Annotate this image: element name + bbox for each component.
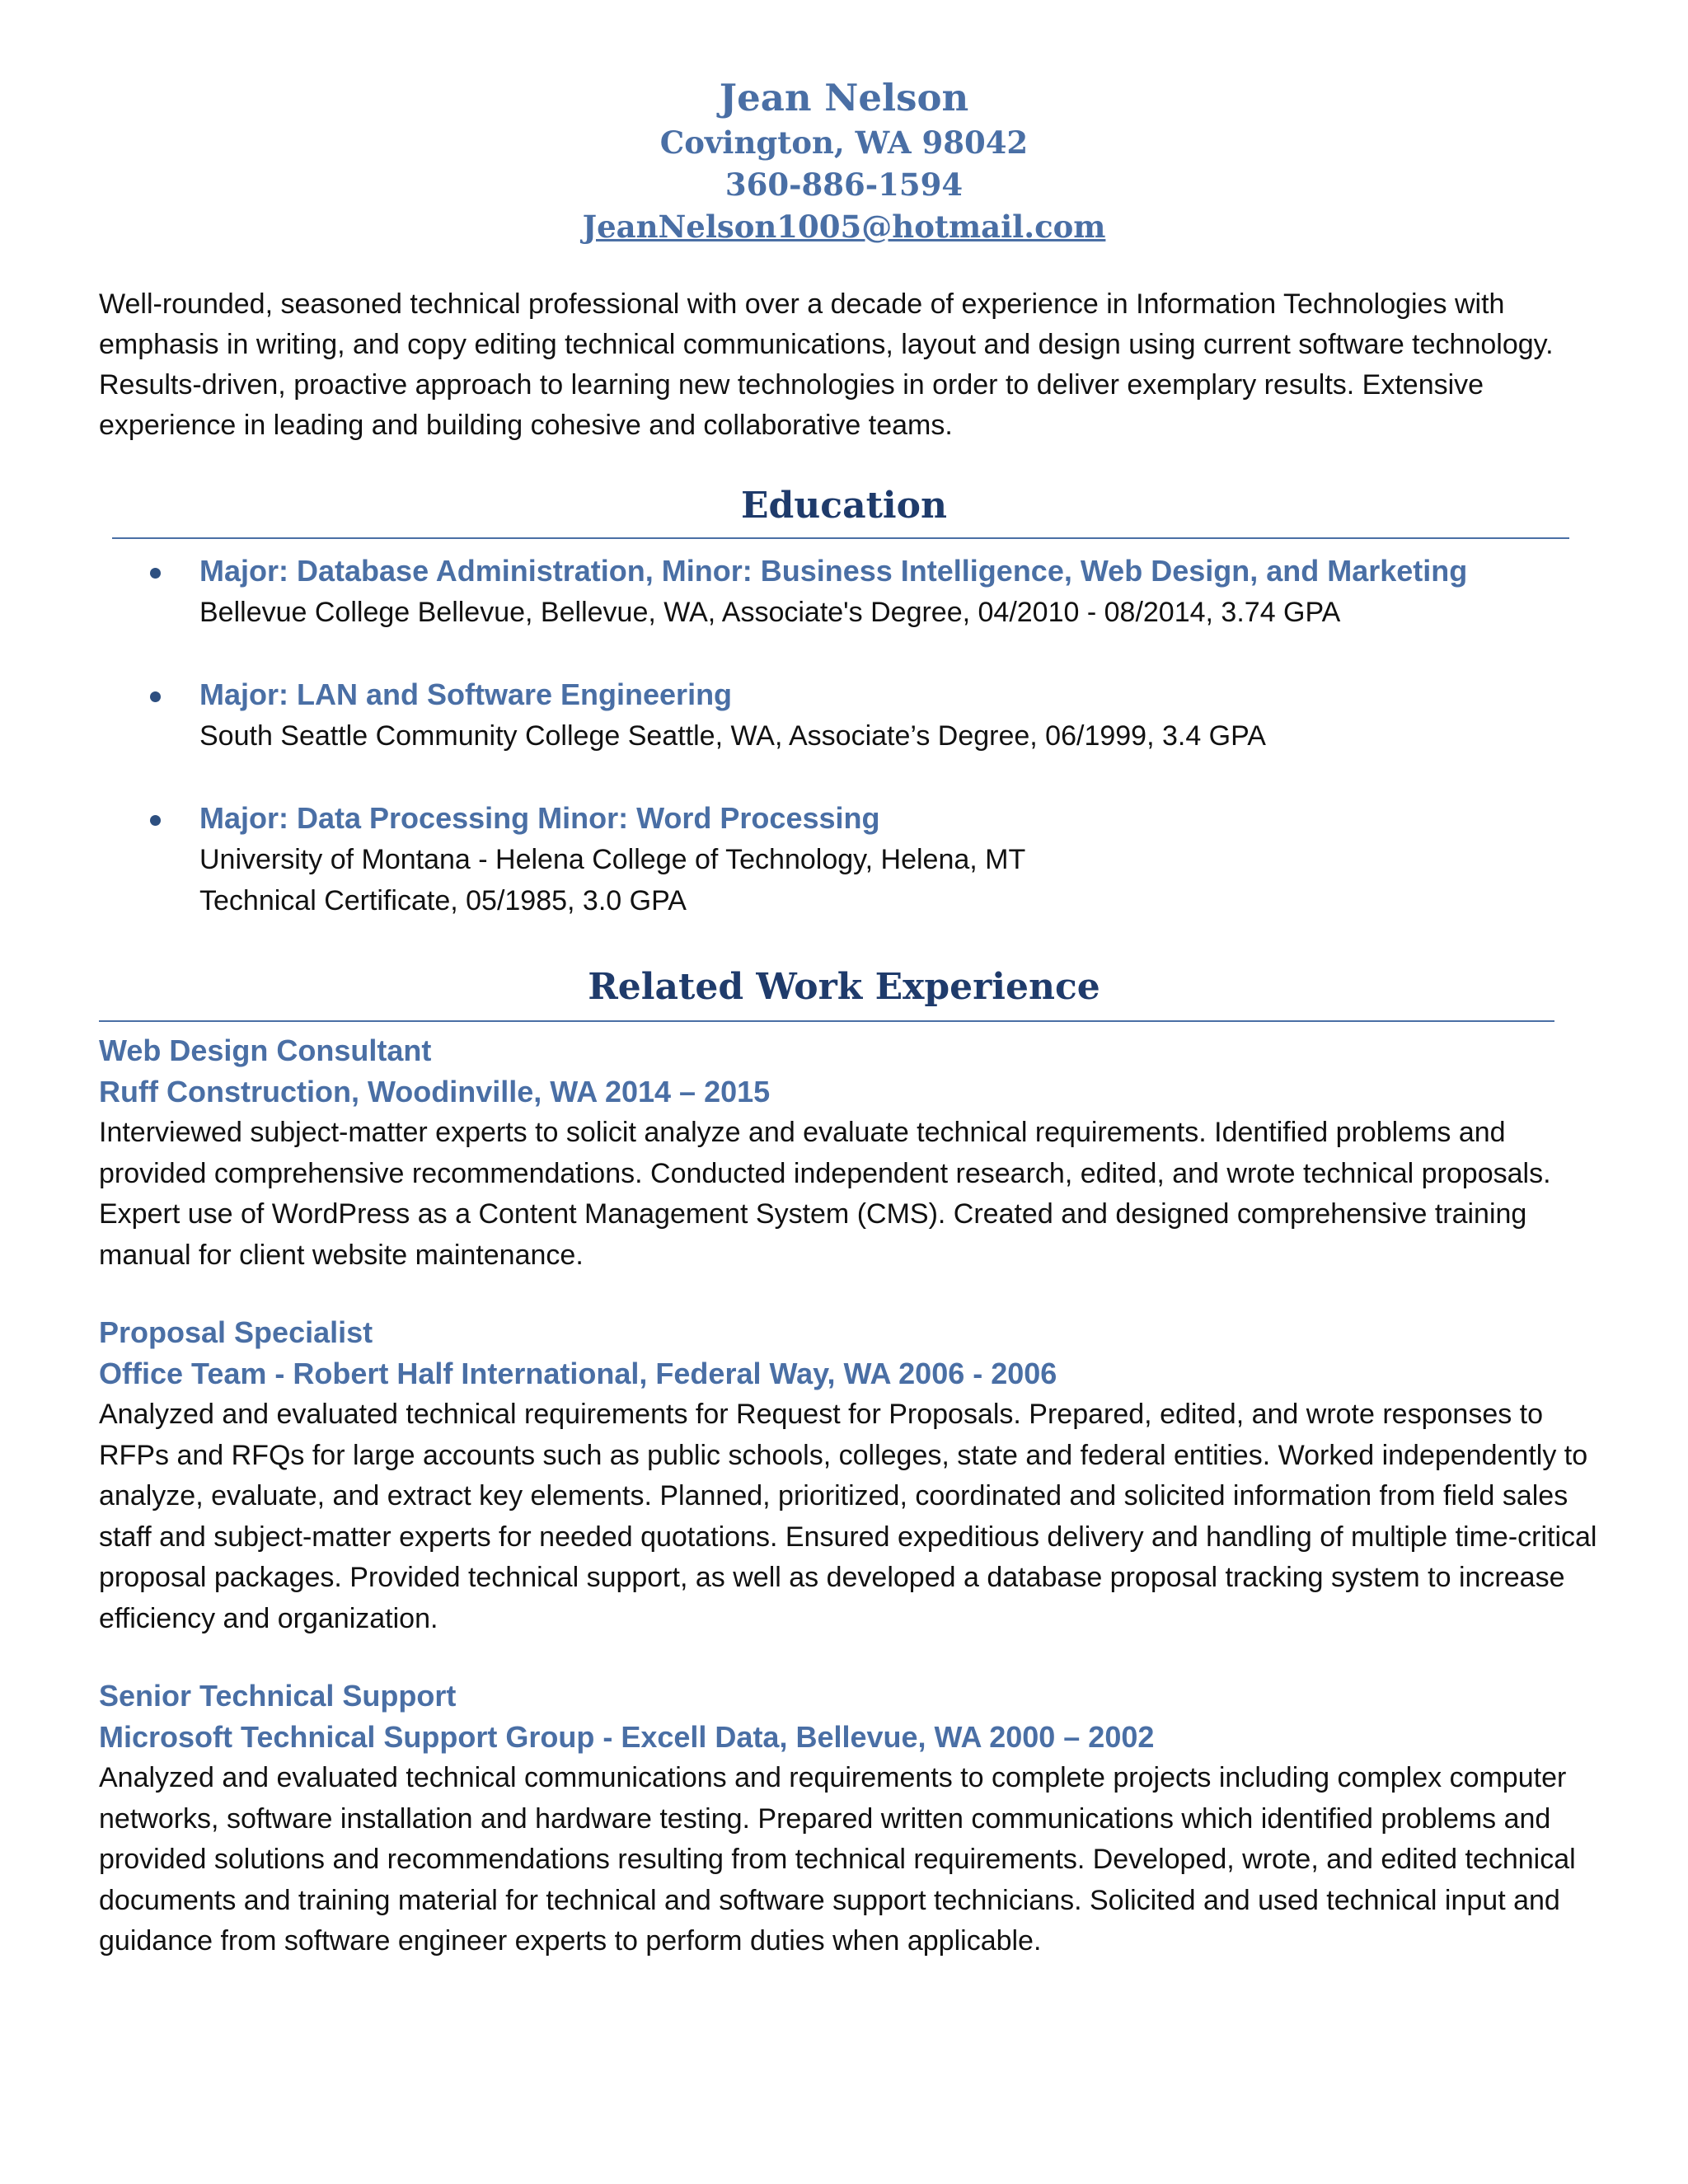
candidate-email-link[interactable]: JeanNelson1005@hotmail.com xyxy=(582,209,1106,245)
education-heading: Education xyxy=(741,485,947,527)
job-title: Proposal Specialist xyxy=(99,1315,373,1349)
candidate-name: Jean Nelson xyxy=(719,76,969,120)
job-company: Microsoft Technical Support Group - Excell Data, Bellevue, WA 2000 – 2002 xyxy=(99,1720,1155,1754)
education-major: Major: Database Administration, Minor: Business Intelligence, Web Design, and Marketing xyxy=(199,554,1468,588)
job-description: Analyzed and evaluated technical requirements for Request for Proposals. Prepared, edited, and wrote responses to RFPs and RFQs for large accounts such as public schools, colleges, state and federal entities. Worked independently to analyze, evaluate, and extract key elements. Planned, prioritized, coordinated and solicited information from field sales staff and subject-matter experts for needed quotations. Ensured expeditious delivery and handling of multiple time-critical proposal packages. Provided technical support, as well as developed a database proposal tracking system to increase efficiency and organization. xyxy=(99,1399,1597,1634)
candidate-phone: 360-886-1594 xyxy=(724,166,964,203)
job-entry xyxy=(99,1312,1599,1639)
education-item xyxy=(99,798,1599,921)
job-description: Analyzed and evaluated technical communications and requirements to complete projects including complex computer networks, software installation and hardware testing. Prepared written communications which identified problems and provided solutions and recommendations resulting from technical requirements. Developed, wrote, and edited technical documents and training material for technical and software support technicians. Solicited and used technical input and guidance from software engineer experts to perform duties when applicable. xyxy=(99,1762,1576,1957)
education-detail: South Seattle Community College Seattle, WA, Associate’s Degree, 06/1999, 3.4 GPA xyxy=(199,720,1266,752)
job-entry xyxy=(99,1675,1599,1962)
job-title: Senior Technical Support xyxy=(99,1679,457,1713)
education-list xyxy=(99,551,1599,963)
experience-divider xyxy=(99,1020,1554,1022)
education-item xyxy=(99,674,1599,757)
professional-summary: Well-rounded, seasoned technical professional with over a decade of experience in Information Technologies with emphasis in writing, and copy editing technical communications, layout and design using current software technology. Results-driven, proactive approach to learning new technologies in order to deliver exemplary results. Extensive experience in leading and building cohesive and collaborative teams. xyxy=(99,288,1554,441)
bullet-icon xyxy=(150,568,161,579)
education-detail: Bellevue College Bellevue, Bellevue, WA, Associate's Degree, 04/2010 - 08/2014, 3.74 GPA xyxy=(199,597,1341,628)
experience-list xyxy=(99,1030,1599,1999)
job-title: Web Design Consultant xyxy=(99,1033,432,1067)
candidate-location: Covington, WA 98042 xyxy=(659,124,1029,161)
education-detail-certificate: Technical Certificate, 05/1985, 3.0 GPA xyxy=(199,885,687,916)
education-major: Major: Data Processing Minor: Word Processing xyxy=(199,801,880,835)
job-company: Ruff Construction, Woodinville, WA 2014 – 2015 xyxy=(99,1075,771,1108)
bullet-icon xyxy=(150,691,161,702)
job-entry xyxy=(99,1030,1599,1276)
education-detail: University of Montana - Helena College of Technology, Helena, MT xyxy=(199,844,1026,875)
education-divider xyxy=(112,537,1569,539)
resume-header xyxy=(0,74,1688,248)
job-description: Interviewed subject-matter experts to solicit analyze and evaluate technical requirements. Identified problems and provided comprehensive recommendations. Conducted independent research, edited, and wrote technical proposals. Expert use of WordPress as a Content Management System (CMS). Created and designed comprehensive training manual for client website maintenance. xyxy=(99,1117,1551,1271)
job-company: Office Team - Robert Half International, Federal Way, WA 2006 - 2006 xyxy=(99,1357,1057,1390)
bullet-icon xyxy=(150,815,161,826)
education-item xyxy=(99,551,1599,633)
education-major: Major: LAN and Software Engineering xyxy=(199,677,733,711)
experience-heading: Related Work Experience xyxy=(588,966,1100,1008)
